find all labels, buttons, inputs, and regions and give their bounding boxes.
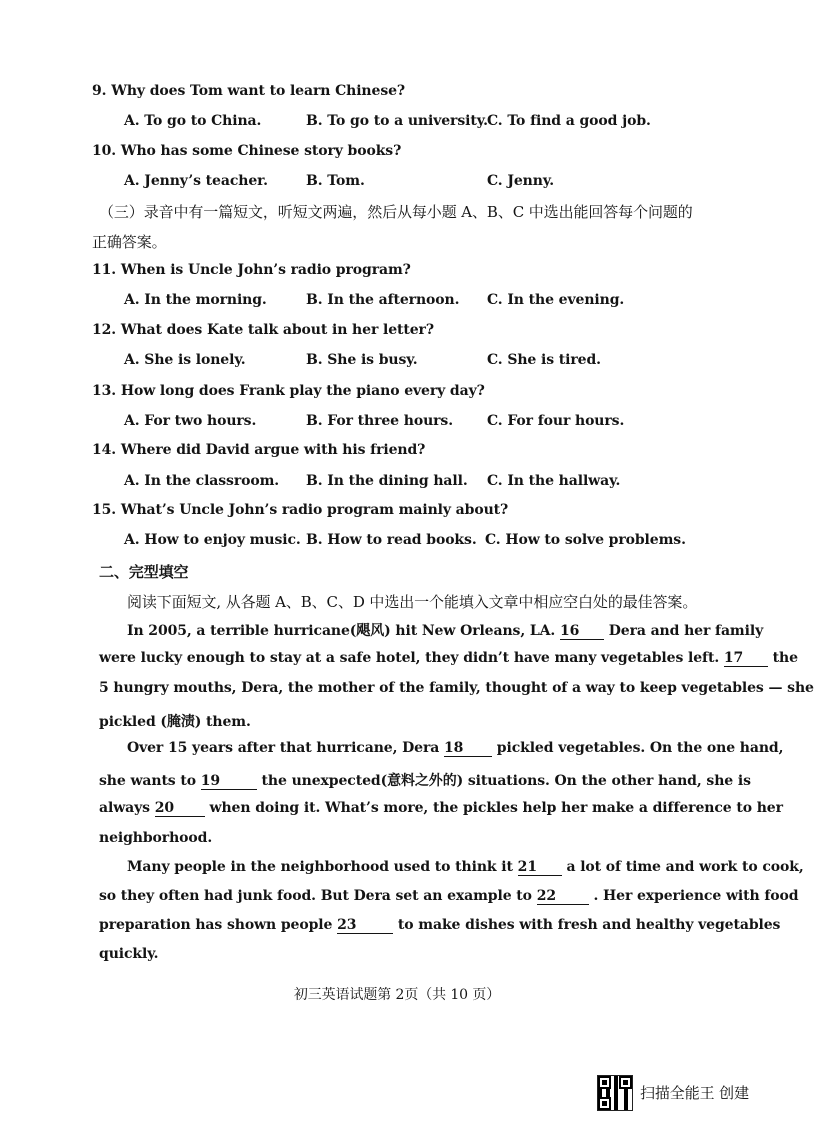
blank-18[interactable]: 18 — [444, 740, 492, 757]
passage-text: pickled vegetables. On the one hand, — [496, 740, 784, 756]
option-b: B. Tom. — [306, 173, 365, 189]
question-text: Where did David argue with his friend? — [120, 442, 426, 458]
question-11 — [92, 262, 411, 278]
passage-line — [99, 650, 798, 667]
passage-line — [99, 711, 697, 731]
question-text: What’s Uncle John’s radio program mainly about? — [120, 502, 509, 518]
option-c: C. In the evening. — [487, 292, 625, 308]
blank-19[interactable]: 19 — [201, 773, 257, 790]
qr-code-icon — [597, 1075, 633, 1111]
passage-line — [99, 946, 697, 962]
passage-text: the — [772, 650, 798, 666]
question-number: 12. — [92, 322, 117, 338]
passage-text: a lot of time and work to cook, — [566, 859, 804, 875]
question-text: What does Kate talk about in her letter? — [120, 322, 434, 338]
passage-text: 5 hungry mouths, Dera, the mother of the family, thought of a way to keep vegetables — she — [99, 680, 814, 696]
option-b: B. In the dining hall. — [306, 473, 468, 489]
passage-text: to make dishes with fresh and healthy vegetables — [397, 917, 781, 933]
part3-instruction-line1: （三）录音中有一篇短文，听短文两遍，然后从每小题 A、B、C 中选出能回答每个问题的 — [99, 203, 693, 221]
option-a: A. To go to China. — [124, 113, 262, 129]
passage-line — [99, 680, 814, 696]
question-10 — [92, 143, 401, 159]
question-14 — [92, 442, 425, 458]
passage-line — [99, 770, 751, 790]
passage-text: when doing it. What’s more, the pickles help her make a difference to her — [209, 800, 783, 816]
passage-line — [99, 917, 781, 934]
passage-text: were lucky enough to stay at a safe hotel, they didn’t have many vegetables left. — [99, 650, 720, 666]
passage-text: . Her experience with food — [593, 888, 799, 904]
question-number: 14. — [92, 442, 117, 458]
option-b: B. How to read books. — [306, 532, 477, 548]
part3-instruction-line2: 正确答案。 — [92, 233, 167, 251]
option-c: C. How to solve problems. — [485, 532, 686, 548]
question-text: When is Uncle John’s radio program? — [120, 262, 411, 278]
blank-17[interactable]: 17 — [724, 650, 768, 667]
option-a: A. For two hours. — [124, 413, 257, 429]
passage-text: neighborhood. — [99, 830, 213, 846]
option-a: A. How to enjoy music. — [124, 532, 301, 548]
passage-text: Dera and her family — [608, 623, 764, 639]
passage-line — [99, 830, 697, 846]
question-number: 15. — [92, 502, 117, 518]
option-c: C. To find a good job. — [487, 113, 651, 129]
blank-20[interactable]: 20 — [155, 800, 205, 817]
passage-line — [99, 800, 783, 817]
question-text: Who has some Chinese story books? — [120, 143, 402, 159]
option-c: C. For four hours. — [487, 413, 625, 429]
passage-line — [127, 620, 764, 640]
question-9 — [92, 83, 405, 99]
question-13 — [92, 383, 485, 399]
question-12 — [92, 322, 434, 338]
blank-21[interactable]: 21 — [518, 859, 562, 876]
option-c: C. She is tired. — [487, 352, 601, 368]
option-b: B. For three hours. — [306, 413, 453, 429]
question-number: 10. — [92, 143, 117, 159]
question-text: Why does Tom want to learn Chinese? — [111, 83, 406, 99]
page-footer: 初三英语试题第 2页（共 10 页） — [293, 987, 501, 1003]
passage-text: the unexpected(意料之外的) situations. On the other hand, she is — [261, 773, 751, 789]
option-c: C. Jenny. — [487, 173, 555, 189]
blank-22[interactable]: 22 — [537, 888, 589, 905]
passage-line — [127, 740, 784, 757]
passage-text: so they often had junk food. But Dera set an example to — [99, 888, 532, 904]
passage-line — [127, 859, 804, 876]
option-a: A. In the classroom. — [124, 473, 280, 489]
option-a: A. Jenny’s teacher. — [124, 173, 268, 189]
passage-text: she wants to — [99, 773, 196, 789]
question-15 — [92, 502, 508, 518]
blank-16[interactable]: 16 — [560, 623, 604, 640]
option-b: B. To go to a university. — [306, 113, 488, 129]
option-c: C. In the hallway. — [487, 473, 621, 489]
option-a: A. In the morning. — [124, 292, 267, 308]
passage-text: Over 15 years after that hurricane, Dera — [127, 740, 440, 756]
passage-text: In 2005, a terrible hurricane(飓风) hit New Orleans, LA. — [127, 623, 556, 639]
option-a: A. She is lonely. — [124, 352, 246, 368]
option-b: B. In the afternoon. — [306, 292, 460, 308]
question-number: 11. — [92, 262, 117, 278]
passage-text: pickled (腌渍) them. — [99, 714, 251, 730]
watermark-text: 扫描全能王 创建 — [640, 1084, 749, 1102]
passage-text: always — [99, 800, 150, 816]
blank-23[interactable]: 23 — [337, 917, 393, 934]
option-b: B. She is busy. — [306, 352, 418, 368]
section-instruction: 阅读下面短文, 从各题 A、B、C、D 中选出一个能填入文章中相应空白处的最佳答案。 — [127, 593, 698, 611]
question-number: 13. — [92, 383, 117, 399]
passage-text: quickly. — [99, 946, 159, 962]
question-number: 9. — [92, 83, 107, 99]
section-title: 二、完型填空 — [99, 563, 189, 581]
passage-line — [99, 888, 799, 905]
question-text: How long does Frank play the piano every day? — [120, 383, 485, 399]
passage-text: preparation has shown people — [99, 917, 333, 933]
passage-text: Many people in the neighborhood used to think it — [127, 859, 513, 875]
